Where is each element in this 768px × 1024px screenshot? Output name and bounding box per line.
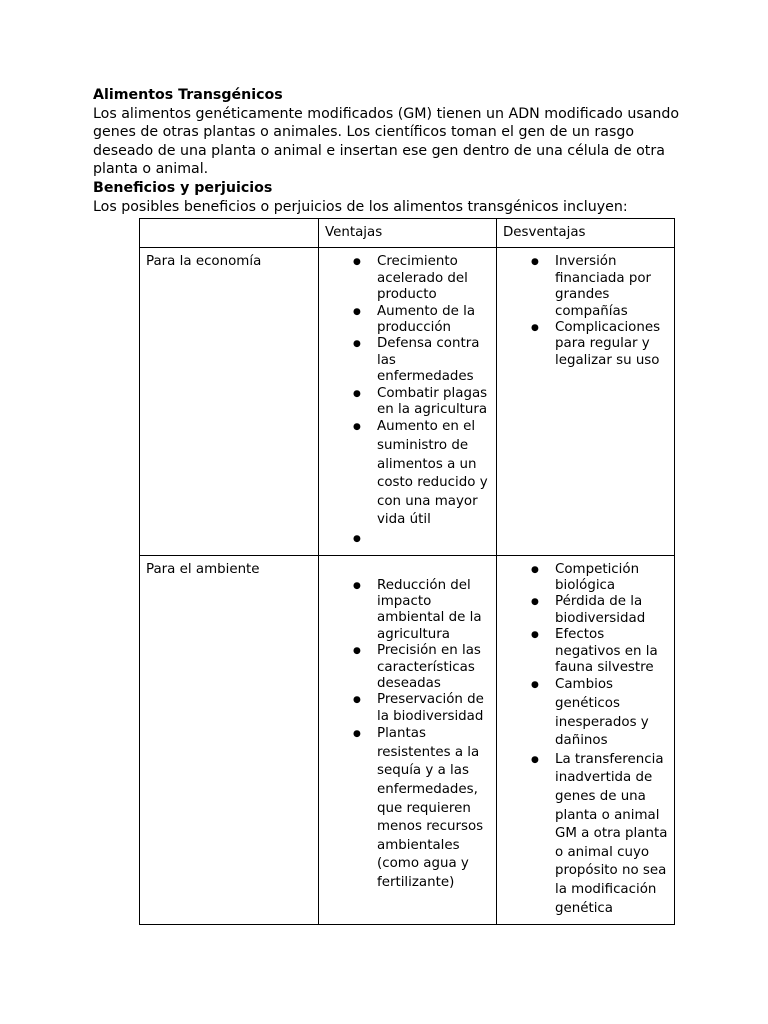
list-item: ● Crecimiento acelerado del producto xyxy=(353,254,490,303)
row-label-ambiente: Para el ambiente xyxy=(140,555,319,925)
list-item: ● Inversión financiada por grandes compañías xyxy=(531,254,668,320)
list-item: ● Preservación de la biodiversidad xyxy=(353,692,490,725)
section-intro: Los posibles beneficios o perjuicios de los alimentos transgénicos incluyen: xyxy=(93,198,628,215)
table-row xyxy=(140,248,675,555)
header-cell-ventajas: Ventajas xyxy=(319,219,497,248)
row-label-economia: Para la economía xyxy=(140,248,319,555)
desventajas-list xyxy=(503,562,668,919)
cell-ventajas-economia xyxy=(319,248,497,555)
list-item: ● Precisión en las características deseadas xyxy=(353,643,490,692)
list-item: ● Pérdida de la biodiversidad xyxy=(531,594,668,627)
list-item: ● Plantas resistentes a la sequía y a las enfermedades, que requieren menos recursos ambientales (como agua y fertilizante) xyxy=(353,725,490,892)
list-item: ● Efectos negativos en la fauna silvestre xyxy=(531,627,668,676)
list-item: ● Defensa contra las enfermedades xyxy=(353,336,490,385)
ventajas-list xyxy=(325,254,490,548)
section-subtitle: Beneficios y perjuicios xyxy=(93,179,273,196)
list-item: ● Aumento de la producción xyxy=(353,304,490,337)
desventajas-list xyxy=(503,254,668,369)
document-body xyxy=(93,86,693,216)
comparison-table xyxy=(139,218,675,925)
document-title: Alimentos Transgénicos xyxy=(93,87,283,103)
list-item: ● Reducción del impacto ambiental de la agricultura xyxy=(353,578,490,644)
list-item-empty xyxy=(353,530,490,549)
header-cell-empty xyxy=(140,219,319,248)
list-item: ● La transferencia inadvertida de genes de una planta o animal GM a otra planta o animal cuyo propósito no sea la modificación genética xyxy=(531,751,668,918)
header-cell-desventajas: Desventajas xyxy=(497,219,675,248)
intro-paragraph: Los alimentos genéticamente modificados (GM) tienen un ADN modificado usando genes de otras plantas o animales. Los científicos toman el gen de un rasgo deseado de una planta o animal e insertan ese gen dentro de una célula de otra planta o animal. xyxy=(93,105,680,178)
list-item: ● Aumento en el suministro de alimentos a un costo reducido y con una mayor vida útil xyxy=(353,418,490,530)
cell-ventajas-ambiente xyxy=(319,555,497,925)
table-row xyxy=(140,555,675,925)
list-item: ● Complicaciones para regular y legalizar su uso xyxy=(531,320,668,369)
list-item: ● Cambios genéticos inesperados y dañinos xyxy=(531,676,668,750)
ventajas-list xyxy=(325,578,490,893)
table-header-row xyxy=(140,219,675,248)
list-item: ● Competición biológica xyxy=(531,562,668,595)
list-item: ● Combatir plagas en la agricultura xyxy=(353,386,490,419)
cell-desventajas-ambiente xyxy=(497,555,675,925)
cell-desventajas-economia xyxy=(497,248,675,555)
